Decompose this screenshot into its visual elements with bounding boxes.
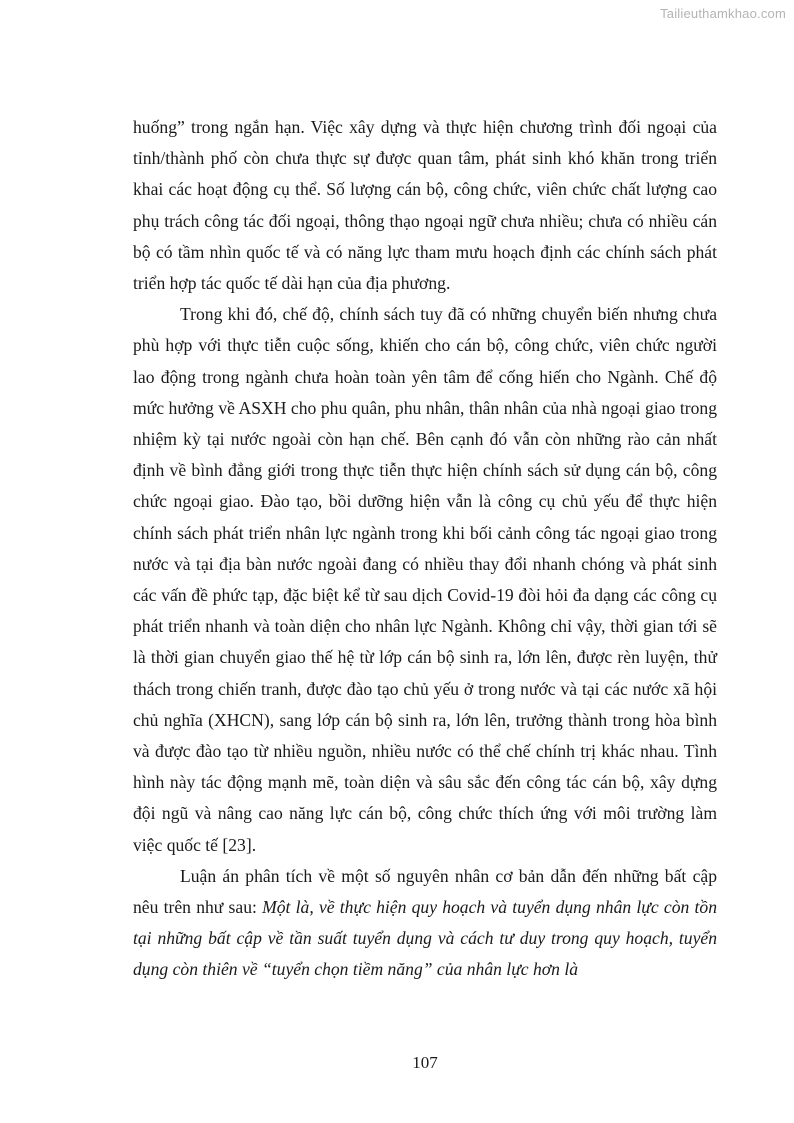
document-body <box>133 112 717 986</box>
paragraph-3 <box>133 861 717 986</box>
page-number: 107 <box>412 1053 438 1072</box>
paragraph-3-intro: Luận án phân tích về một số nguyên nhân cơ bản dẫn đến những bất cập nêu trên như sau: <box>133 865 717 918</box>
watermark: Tailieuthamkhao.com <box>660 6 786 21</box>
paragraph-2: Trong khi đó, chế độ, chính sách tuy đã có những chuyển biến nhưng chưa phù hợp với thực tiễn cuộc sống, khiến cho cán bộ, công chức, viên chức người lao động trong ngành chưa hoàn toàn yên tâm để cống hiến cho Ngành. Chế độ mức hưởng về ASXH cho phu quân, phu nhân, thân nhân của nhà ngoại giao trong nhiệm kỳ tại nước ngoài còn hạn chế. Bên cạnh đó vẫn còn những rào cản nhất định về bình đẳng giới trong thực tiễn thực hiện chính sách sử dụng cán bộ, công chức ngoại giao. Đào tạo, bồi dưỡng hiện vẫn là công cụ chủ yếu để thực hiện chính sách phát triển nhân lực ngành trong khi bối cảnh công tác ngoại giao trong nước và tại địa bàn nước ngoài đang có nhiều thay đổi nhanh chóng và phát sinh các vấn đề phức tạp, đặc biệt kể từ sau dịch Covid-19 đòi hỏi đa dạng các công cụ phát triển nhanh và toàn diện cho nhân lực Ngành. Không chỉ vậy, thời gian tới sẽ là thời gian chuyển giao thế hệ từ lớp cán bộ sinh ra, lớn lên, được rèn luyện, thử thách trong chiến tranh, được đào tạo chủ yếu ở trong nước và tại các nước xã hội chủ nghĩa (XHCN), sang lớp cán bộ sinh ra, lớn lên, trưởng thành trong hòa bình và được đào tạo từ nhiều nguồn, nhiều nước có thể chế chính trị khác nhau. Tình hình này tác động mạnh mẽ, toàn diện và sâu sắc đến công tác cán bộ, xây dựng đội ngũ và nâng cao năng lực cán bộ, công chức thích ứng với môi trường làm việc quốc tế [23]. <box>133 304 717 855</box>
paragraph-3-italic-text: Một là, về thực hiện quy hoạch và tuyển dụng nhân lực còn tồn tại những bất cập về tần suất tuyển dụng và cách tư duy trong quy hoạch, tuyển dụng còn thiên về “tuyển chọn tiềm năng” của nhân lực hơn là <box>133 897 717 980</box>
paragraph-1: huống” trong ngắn hạn. Việc xây dựng và thực hiện chương trình đối ngoại của tỉnh/thành phố còn chưa thực sự được quan tâm, phát sinh khó khăn trong triển khai các hoạt động cụ thể. Số lượng cán bộ, công chức, viên chức chất lượng cao phụ trách công tác đối ngoại, thông thạo ngoại ngữ chưa nhiều; chưa có nhiều cán bộ có tầm nhìn quốc tế và có năng lực tham mưu hoạch định các chính sách phát triển hợp tác quốc tế dài hạn của địa phương. <box>133 117 717 294</box>
